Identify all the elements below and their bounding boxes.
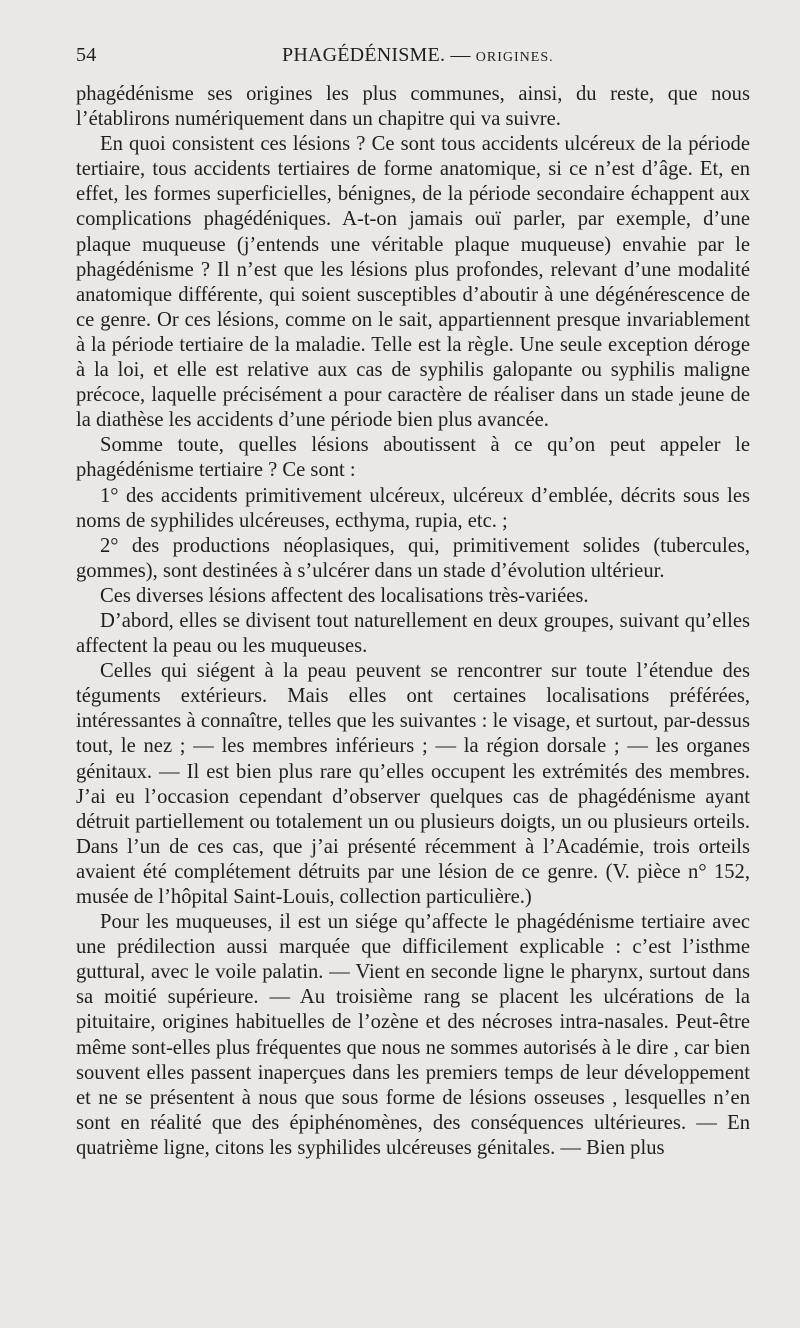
paragraph: 1° des accidents primitivement ulcéreux, ulcéreux d’emblée, décrits sous les noms de syphilides ulcéreuses, ecthyma, rupia, etc. ;	[76, 484, 750, 532]
paragraph: Somme toute, quelles lésions aboutissent à ce qu’on peut appeler le phagédénisme tertiaire ? Ce sont :	[76, 434, 750, 482]
paragraph: Pour les muqueuses, il est un siége qu’affecte le phagédénisme tertiaire avec une prédilection aussi marquée que difficilement explicable : c’est l’isthme guttural, avec le voile palatin. — Vient en seconde ligne le pharynx, surtout dans sa moitié supérieure. — Au troisième rang se placent les ulcérations de la pituitaire, origines habituelles de l’ozène et des nécroses intra-nasales. Peut-être même sont-elles plus fréquentes que nous ne sommes autorisés à le dire , car bien souvent elles passent inaperçues dans les premiers temps de leur développement et ne se présentent à nous que sous forme de lésions osseuses , lesquelles n’en sont en réalité que des épiphénomènes, des conséquences ultérieures. — En quatrième ligne, citons les syphilides ulcéreuses génitales. — Bien plus	[76, 911, 750, 1159]
page-number: 54	[76, 44, 97, 66]
running-head-title: PHAGÉDÉNISME.	[282, 44, 446, 66]
running-head-dash: —	[450, 44, 471, 66]
paragraph: phagédénisme ses origines les plus communes, ainsi, du reste, que nous l’établirons numériquement dans un chapitre qui va suivre.	[76, 83, 750, 131]
running-head	[282, 44, 554, 67]
paragraph: D’abord, elles se divisent tout naturellement en deux groupes, suivant qu’elles affectent la peau ou les muqueuses.	[76, 609, 750, 658]
paragraph: En quoi consistent ces lésions ? Ce sont tous accidents ulcéreux de la période tertiaire, tous accidents tertiaires de forme anatomique, si ce n’est d’âge. Et, en effet, les formes superficielles, bénignes, de la période secondaire échappent aux complications phagédéniques. A-t-on jamais ouï parler, par exemple, d’une plaque muqueuse (j’entends une véritable plaque muqueuse) envahie par le phagédénisme ? Il n’est que les lésions plus profondes, relevant d’une modalité anatomique différente, qui soient susceptibles d’aboutir à une dégénérescence de ce genre. Or ces lésions, comme on le sait, appartiennent presque invariablement à la période tertiaire de la maladie. Telle est la règle. Une seule exception déroge à la loi, et elle est relative aux cas de syphilis galopante ou syphilis maligne précoce, laquelle précisément a pour caractère de réaliser dans un stade jeune de la diathèse les accidents d’une période bien plus avancée.	[76, 133, 750, 432]
body-text	[76, 82, 750, 1161]
page-header	[76, 44, 750, 78]
paragraph: Ces diverses lésions affectent des localisations très-variées.	[100, 584, 589, 607]
running-head-subtitle: ORIGINES.	[475, 50, 554, 65]
paragraph: Celles qui siégent à la peau peuvent se rencontrer sur toute l’étendue des téguments extérieurs. Mais elles ont certaines localisations préférées, intéressantes à connaître, telles que les suivantes : le visage, et surtout, par-dessus tout, le nez ; — les membres inférieurs ; — la région dorsale ; — les organes génitaux. — Il est bien plus rare qu’elles occupent les extrémités des membres. J’ai eu l’occasion cependant d’observer quelques cas de phagédénisme ayant détruit partiellement ou totalement un ou plusieurs doigts, un ou plusieurs orteils. Dans l’un de ces cas, que j’ai présenté récemment à l’Académie, trois orteils avaient été complétement détruits par une lésion de ce genre. (V. pièce n° 152, musée de l’hôpital Saint-Louis, collection particulière.)	[76, 660, 750, 908]
paragraph: 2° des productions néoplasiques, qui, primitivement solides (tubercules, gommes), sont destinées à s’ulcérer dans un stade d’évolution ultérieur.	[76, 534, 750, 582]
